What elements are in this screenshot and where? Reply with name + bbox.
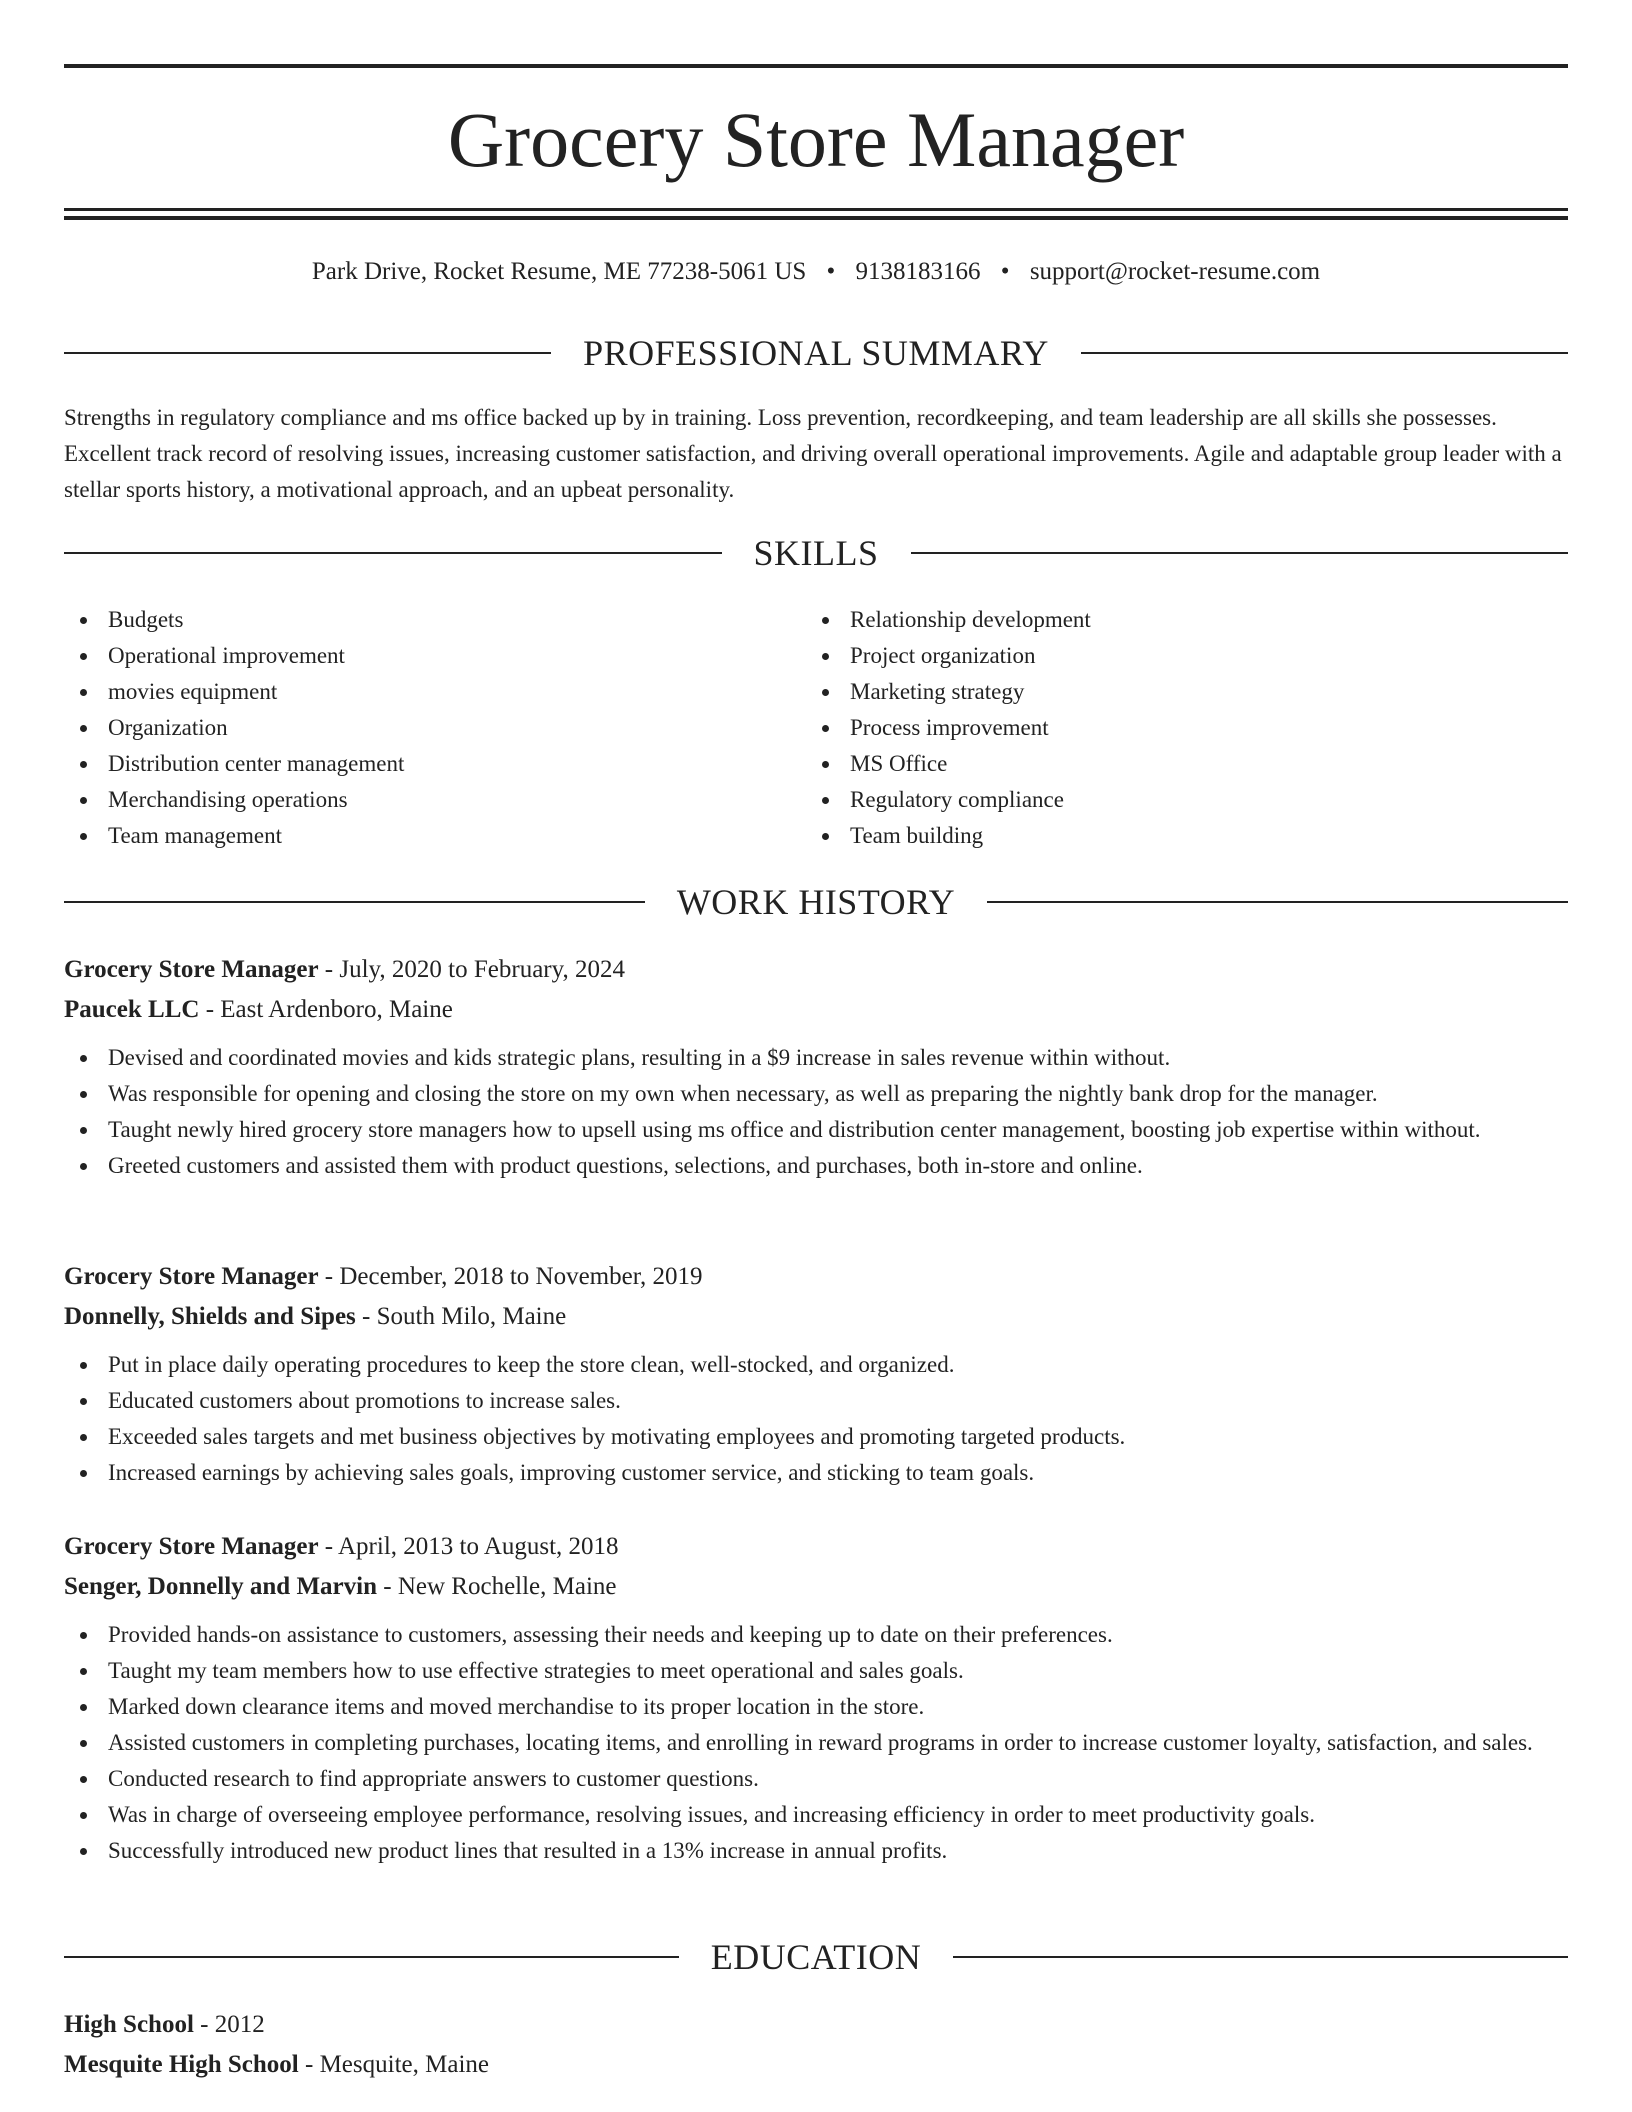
section-title: EDUCATION	[710, 1937, 922, 1977]
section-title: WORK HISTORY	[676, 882, 956, 922]
education-location: - Mesquite, Maine	[298, 2051, 489, 2078]
job-bullet: Taught my team members how to use effective strategies to meet operational and sales goals.	[64, 1653, 1568, 1689]
job-location: - New Rochelle, Maine	[377, 1573, 617, 1600]
job-dates: - July, 2020 to February, 2024	[318, 956, 625, 983]
education-degree-line	[64, 2005, 1568, 2045]
skill-item: Merchandising operations	[64, 782, 764, 818]
job-entry	[64, 1527, 1568, 1869]
job-bullets	[64, 1347, 1568, 1491]
job-bullet: Put in place daily operating procedures to keep the store clean, well-stocked, and organized.	[64, 1347, 1568, 1383]
job-company-line	[64, 990, 1568, 1030]
section-title: PROFESSIONAL SUMMARY	[583, 333, 1049, 373]
skill-item: Project organization	[806, 638, 1506, 674]
job-entry	[64, 1257, 1568, 1491]
job-title: Grocery Store Manager	[64, 1533, 319, 1560]
job-bullets	[64, 1040, 1568, 1184]
job-bullets	[64, 1617, 1568, 1869]
contact-separator: •	[1000, 258, 1010, 285]
section-rule	[64, 1956, 679, 1958]
section-rule	[64, 552, 722, 554]
job-bullet: Devised and coordinated movies and kids strategic plans, resulting in a $9 increase in sales revenue within without.	[64, 1040, 1568, 1076]
job-title-line	[64, 1527, 1568, 1567]
job-location: - South Milo, Maine	[355, 1303, 567, 1330]
skill-item: Regulatory compliance	[806, 782, 1506, 818]
work-section-header	[64, 879, 1568, 925]
job-bullet: Was responsible for opening and closing the store on my own when necessary, as well as preparing the nightly bank drop for the manager.	[64, 1076, 1568, 1112]
job-bullet: Increased earnings by achieving sales goals, improving customer service, and sticking to team goals.	[64, 1455, 1568, 1491]
skill-item: Team building	[806, 818, 1506, 854]
job-title: Grocery Store Manager	[64, 956, 319, 983]
job-company: Senger, Donnelly and Marvin	[64, 1573, 378, 1600]
job-dates: - April, 2013 to August, 2018	[318, 1533, 619, 1560]
contact-email: support@rocket-resume.com	[1029, 258, 1321, 285]
job-location: - East Ardenboro, Maine	[199, 996, 453, 1023]
skill-item: MS Office	[806, 746, 1506, 782]
job-company-line	[64, 1567, 1568, 1607]
contact-separator: •	[826, 258, 836, 285]
job-bullet: Provided hands-on assistance to customers, assessing their needs and keeping up to date on their preferences.	[64, 1617, 1568, 1653]
education-school: Mesquite High School	[64, 2051, 299, 2078]
summary-section-header	[64, 330, 1568, 376]
contact-line	[64, 254, 1568, 290]
skill-item: Operational improvement	[64, 638, 764, 674]
skill-item: Relationship development	[806, 602, 1506, 638]
skill-item: movies equipment	[64, 674, 764, 710]
job-bullet: Assisted customers in completing purchases, locating items, and enrolling in reward programs in order to increase customer loyalty, satisfaction, and sales.	[64, 1725, 1568, 1761]
job-company-line	[64, 1297, 1568, 1337]
section-title: SKILLS	[753, 533, 879, 573]
job-company: Donnelly, Shields and Sipes	[64, 1303, 356, 1330]
summary-text: Strengths in regulatory compliance and ms office backed up by in training. Loss prevention, recordkeeping, and team leadership are all skills she possesses. Excellent track record of resolving issues, increasing customer satisfaction, and driving overall operational improvements. Agile and adaptable group leader with a stellar sports history, a motivational approach, and an upbeat personality.	[64, 405, 1562, 502]
title-rule-upper	[64, 208, 1568, 211]
skill-item: Process improvement	[806, 710, 1506, 746]
job-bullet: Was in charge of overseeing employee performance, resolving issues, and increasing efficiency in order to meet productivity goals.	[64, 1797, 1568, 1833]
job-bullet: Taught newly hired grocery store managers how to upsell using ms office and distribution center management, boosting job expertise within without.	[64, 1112, 1568, 1148]
skill-item: Distribution center management	[64, 746, 764, 782]
skills-section-header	[64, 530, 1568, 576]
section-rule	[64, 352, 551, 354]
job-entry	[64, 950, 1568, 1184]
skill-item: Team management	[64, 818, 764, 854]
education-entry	[64, 2005, 1568, 2085]
section-rule	[64, 901, 645, 903]
skills-list-right	[806, 602, 1506, 854]
skill-item: Organization	[64, 710, 764, 746]
job-dates: - December, 2018 to November, 2019	[318, 1263, 703, 1290]
education-school-line	[64, 2045, 1568, 2085]
contact-address: Park Drive, Rocket Resume, ME 77238-5061 US	[311, 258, 807, 285]
title-rule-lower	[64, 216, 1568, 220]
education-year: - 2012	[193, 2011, 265, 2038]
job-title-line	[64, 1257, 1568, 1297]
section-rule	[953, 1956, 1568, 1958]
top-rule	[64, 64, 1568, 68]
education-degree: High School	[64, 2011, 194, 2038]
job-bullet: Marked down clearance items and moved merchandise to its proper location in the store.	[64, 1689, 1568, 1725]
skill-item: Marketing strategy	[806, 674, 1506, 710]
education-section-header	[64, 1934, 1568, 1980]
section-rule	[1081, 352, 1568, 354]
job-title: Grocery Store Manager	[64, 1263, 319, 1290]
job-bullet: Successfully introduced new product lines that resulted in a 13% increase in annual profits.	[64, 1833, 1568, 1869]
job-bullet: Greeted customers and assisted them with product questions, selections, and purchases, both in-store and online.	[64, 1148, 1568, 1184]
job-company: Paucek LLC	[64, 996, 200, 1023]
resume-title: Grocery Store Manager	[447, 96, 1185, 183]
contact-phone: 9138183166	[855, 258, 981, 285]
section-rule	[911, 552, 1569, 554]
job-bullet: Educated customers about promotions to increase sales.	[64, 1383, 1568, 1419]
job-title-line	[64, 950, 1568, 990]
job-bullet: Exceeded sales targets and met business objectives by motivating employees and promoting targeted products.	[64, 1419, 1568, 1455]
job-bullet: Conducted research to find appropriate answers to customer questions.	[64, 1761, 1568, 1797]
skill-item: Budgets	[64, 602, 764, 638]
section-rule	[987, 901, 1568, 903]
skills-list-left	[64, 602, 764, 854]
